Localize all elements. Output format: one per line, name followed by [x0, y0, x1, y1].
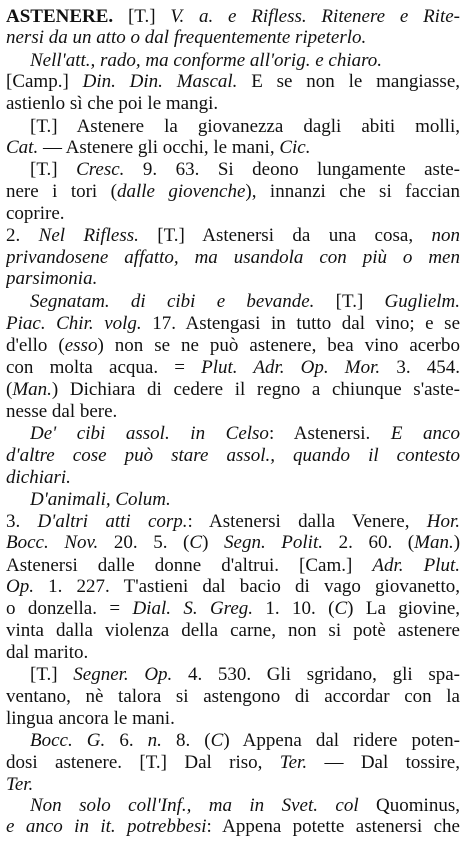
text-run: 20. 5. ( — [98, 532, 190, 553]
text-run: 6. — [105, 730, 148, 751]
italic-run: privandosene affatto, ma usandola con più o men — [6, 247, 460, 268]
italic-run: Guglielm. — [384, 291, 460, 312]
text-run: ) — [202, 532, 225, 553]
italic-run: Man. — [414, 532, 454, 553]
text-run: dosi astenere. [T.] Dal riso, — [6, 752, 280, 773]
text-run: [T.] Astenere la giovanezza dagli abiti molli, — [30, 116, 460, 137]
text-run: : Appena potette astenersi che — [206, 816, 460, 837]
text-run: ) non se ne può astenere, bea vino acerbo — [97, 335, 460, 356]
italic-run: Segner. Op. — [73, 664, 173, 685]
italic-run: n. — [147, 730, 162, 751]
italic-run: e anco in it. potrebbesi — [6, 816, 207, 837]
italic-run: C — [210, 730, 224, 751]
text-run: 17. Astengasi in tutto dal vino; e se — [141, 313, 460, 334]
text-run: [T.] Astenersi da una cosa, — [138, 225, 432, 246]
text-run: Quominus, — [358, 795, 460, 816]
text-run: ), innanzi che si faccian — [245, 181, 460, 202]
text-run: Astenersi dalle donne d'altrui. [Cam.] — [6, 555, 373, 576]
italic-run: Op. — [6, 576, 34, 597]
italic-run: D'animali, Colum. — [30, 489, 171, 510]
text-run: : Astenersi dalla Venere, — [187, 511, 427, 532]
text-run: 3. — [6, 511, 38, 532]
italic-run: Dial. S. Greg. — [132, 598, 254, 619]
italic-run: Segn. Polit. — [224, 532, 323, 553]
text-run: : Astenersi. — [268, 423, 391, 444]
text-run: — Astenere gli occhi, le mani, — [38, 137, 280, 158]
text-run: 2. — [6, 225, 39, 246]
headword-text: ASTENERE. — [6, 6, 114, 27]
text-line — [6, 91, 460, 116]
text-line — [6, 25, 460, 50]
italic-run: dalle giovenche — [116, 181, 246, 202]
italic-run: parsimonia. — [6, 268, 98, 289]
text-run: 4. 530. Gli sgridano, gli spa- — [172, 664, 460, 685]
text-run: [Camp.] — [6, 71, 83, 92]
text-run: 3. 454. — [380, 357, 460, 378]
italic-run: d'altre cose può stare assol., quando il contesto — [6, 445, 460, 466]
italic-run: Bocc. G. — [30, 730, 106, 751]
text-run: d'ello ( — [6, 335, 65, 356]
text-run: 9. 63. Si deono lungamente aste- — [124, 159, 460, 180]
text-run: — Dal tossire, — [307, 752, 460, 773]
italic-run: Ter. — [6, 774, 34, 795]
text-run: 2. 60. ( — [323, 532, 415, 553]
italic-run: Bocc. Nov. — [6, 532, 99, 553]
italic-run: D'altri atti corp. — [37, 511, 188, 532]
italic-run: V. a. e Rifless. Ritenere e Rite- — [170, 6, 460, 27]
text-run: 1. 227. T'astieni dal bacio di vago giovanetto, — [33, 576, 460, 597]
text-run: vinta dalla violenza della carne, non si potè astenere — [6, 620, 460, 641]
text-run: ventano, nè talora si astengono di accordar con la — [6, 686, 460, 707]
text-line — [6, 530, 460, 555]
text-run: dal marito. — [6, 642, 89, 663]
text-run: 1. 10. ( — [253, 598, 335, 619]
text-run: [T.] — [314, 291, 385, 312]
italic-run: C — [334, 598, 348, 619]
text-run: ) Dichiara di cedere il regno a chiunque s'aste- — [51, 379, 460, 400]
italic-run: esso — [64, 335, 98, 356]
italic-run: Din. Din. Mascal. — [82, 71, 238, 92]
italic-run: Hor. — [426, 511, 460, 532]
text-run: ) Appena dal ridere poten- — [223, 730, 460, 751]
italic-run: Cresc. — [76, 159, 125, 180]
text-run: ( — [6, 379, 13, 400]
text-run: [T.] — [30, 664, 74, 685]
text-run: ) La giovine, — [347, 598, 460, 619]
text-run: ) — [453, 532, 460, 553]
italic-run: dichiari. — [6, 467, 71, 488]
text-run: nesse dal bere. — [6, 401, 118, 422]
text-run: [T.] — [30, 159, 77, 180]
italic-run: Nell'att., rado, ma conforme all'orig. e chiaro. — [30, 50, 383, 71]
text-line — [6, 266, 460, 291]
italic-run: Segnatam. di cibi e bevande. — [30, 291, 315, 312]
text-run: o donzella. = — [6, 598, 133, 619]
text-run: lingua ancora le mani. — [6, 708, 175, 729]
italic-run: E anco — [390, 423, 460, 444]
italic-run: non — [431, 225, 460, 246]
italic-run: Nel Rifless. — [38, 225, 139, 246]
text-run: astienlo sì che poi le mangi. — [6, 93, 219, 114]
italic-run: Ter. — [279, 752, 308, 773]
text-run: 8. ( — [161, 730, 211, 751]
italic-run: Cat. — [6, 137, 39, 158]
italic-run: Adr. Plut. — [372, 555, 460, 576]
italic-run: Plut. Adr. Op. Mor. — [201, 357, 381, 378]
italic-run: De' cibi assol. in Celso — [30, 423, 269, 444]
italic-run: Man. — [12, 379, 52, 400]
text-run: E se non le mangiasse, — [237, 71, 460, 92]
italic-run: C — [189, 532, 203, 553]
italic-run: nersi da un atto o dal frequentemente ripeterlo. — [6, 27, 367, 48]
text-line — [6, 814, 460, 839]
text-run: con molta acqua. = — [6, 357, 202, 378]
text-run: nere i tori ( — [6, 181, 117, 202]
italic-run: Non solo coll'Inf., ma in Svet. col — [30, 795, 359, 816]
italic-run: Cic. — [279, 137, 311, 158]
text-run: coprire. — [6, 203, 65, 224]
headword — [6, 6, 170, 27]
headword-tag: [T.] — [113, 6, 171, 27]
italic-run: Piac. Chir. volg. — [6, 313, 142, 334]
